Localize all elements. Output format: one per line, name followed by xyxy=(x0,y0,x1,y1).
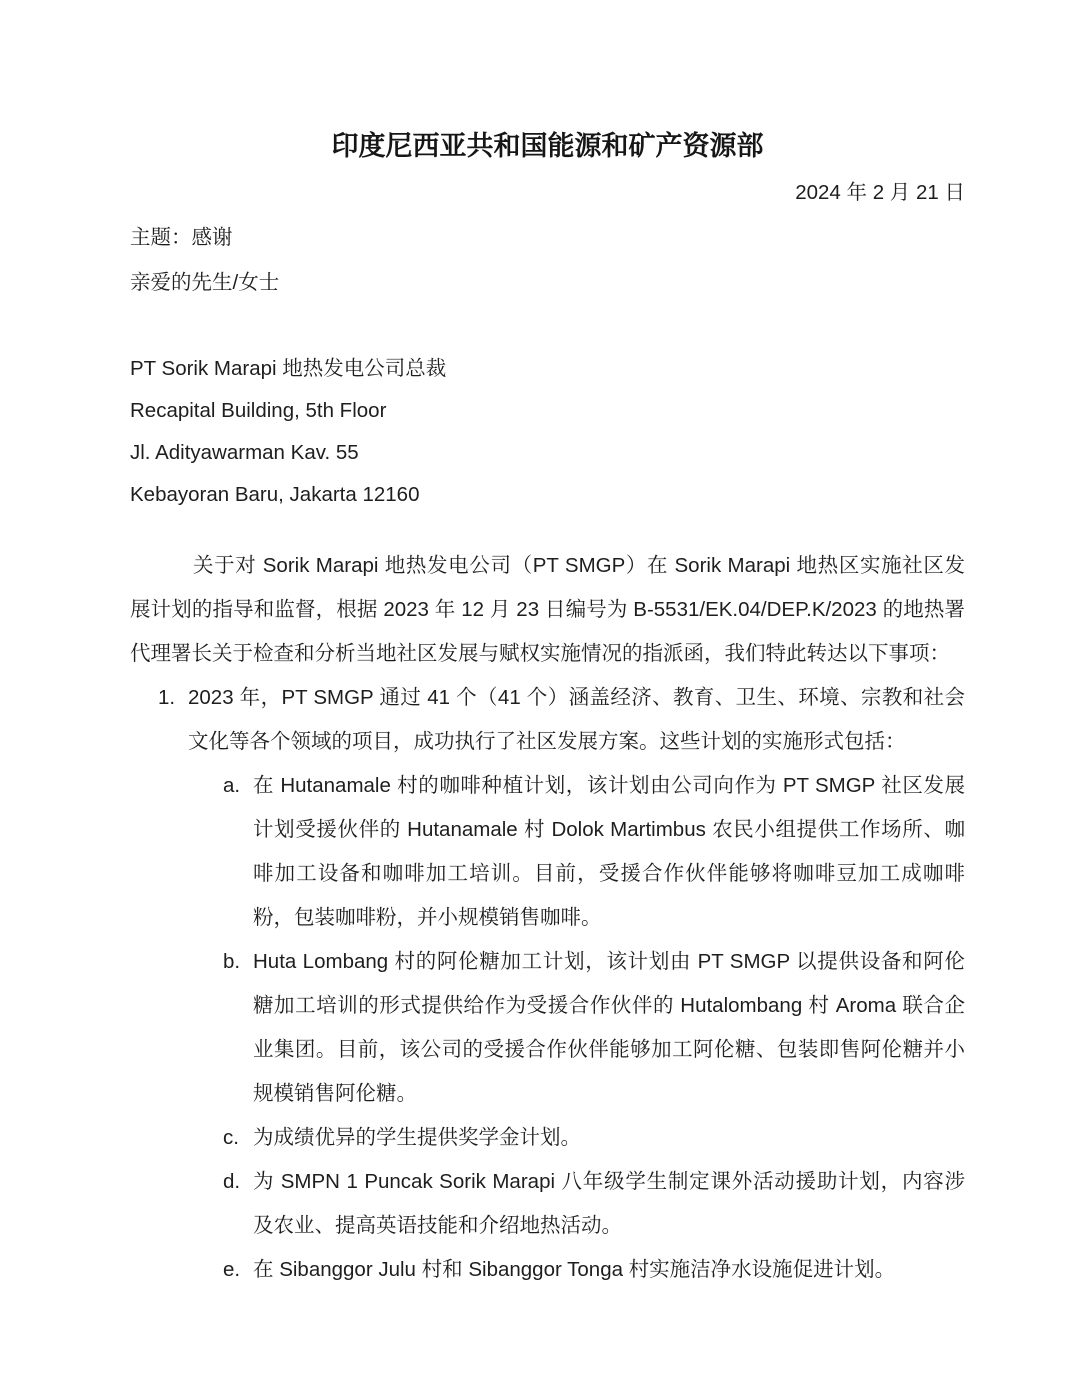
lettered-item-a xyxy=(130,764,965,940)
lettered-item-b xyxy=(130,940,965,1116)
intro-paragraph: 关于对 Sorik Marapi 地热发电公司（PT SMGP）在 Sorik Marapi 地热区实施社区发展计划的指导和监督，根据 2023 年 12 月 23 日编号为 B-5531/EK.04/DEP.K/2023 的地热署代理署长关于检查和分析当地社区发展与赋权实施情况的指派函，我们特此转达以下事项： xyxy=(130,554,965,665)
date-line: 2024 年 2 月 21 日 xyxy=(795,181,965,204)
recipient-line-city: Kebayoran Baru, Jakarta 12160 xyxy=(130,483,420,506)
salutation: 亲爱的先生/女士 xyxy=(130,271,280,294)
lettered-item-c xyxy=(130,1116,965,1160)
subject-label: 主题： xyxy=(130,226,192,249)
document-title: 印度尼西亚共和国能源和矿产资源部 xyxy=(331,131,764,161)
lettered-item-c-marker: c. xyxy=(223,1126,239,1149)
subject-line xyxy=(130,215,965,260)
lettered-item-c-text: 为成绩优异的学生提供奖学金计划。 xyxy=(253,1126,581,1149)
lettered-item-d xyxy=(130,1160,965,1248)
numbered-item-1-text: 2023 年，PT SMGP 通过 41 个（41 个）涵盖经济、教育、卫生、环境、宗教和社会文化等各个领域的项目，成功执行了社区发展方案。这些计划的实施形式包括： xyxy=(188,686,965,753)
recipient-block xyxy=(130,348,965,516)
numbered-list xyxy=(130,676,965,1292)
numbered-item-1-marker: 1. xyxy=(158,686,176,709)
recipient-line-building: Recapital Building, 5th Floor xyxy=(130,399,387,422)
lettered-item-b-marker: b. xyxy=(223,950,241,973)
lettered-item-d-text: 为 SMPN 1 Puncak Sorik Marapi 八年级学生制定课外活动援助计划，内容涉及农业、提高英语技能和介绍地热活动。 xyxy=(253,1170,965,1237)
subject-value: 感谢 xyxy=(191,226,233,249)
numbered-item-1 xyxy=(130,676,965,764)
recipient-line-street: Jl. Adityawarman Kav. 55 xyxy=(130,441,359,464)
lettered-item-e-marker: e. xyxy=(223,1258,241,1281)
lettered-item-e-text: 在 Sibanggor Julu 村和 Sibanggor Tonga 村实施洁净水设施促进计划。 xyxy=(253,1258,896,1281)
lettered-item-e xyxy=(130,1248,965,1292)
lettered-item-a-marker: a. xyxy=(223,774,241,797)
lettered-sublist xyxy=(130,764,965,1292)
lettered-item-a-text: 在 Hutanamale 村的咖啡种植计划，该计划由公司向作为 PT SMGP 社区发展计划受援伙伴的 Hutanamale 村 Dolok Martimbus 农民小组提供工作场所、咖啡加工设备和咖啡加工培训。目前，受援合作伙伴能够将咖啡豆加工成咖啡粉，包装咖啡粉，并小规模销售咖啡。 xyxy=(253,774,965,929)
lettered-item-d-marker: d. xyxy=(223,1170,241,1193)
lettered-item-b-text: Huta Lombang 村的阿伦糖加工计划，该计划由 PT SMGP 以提供设备和阿伦糖加工培训的形式提供给作为受援合作伙伴的 Hutalombang 村 Aroma 联合企业集团。目前，该公司的受援合作伙伴能够加工阿伦糖、包装即售阿伦糖并小规模销售阿伦糖。 xyxy=(253,950,965,1105)
recipient-line-company: PT Sorik Marapi 地热发电公司总裁 xyxy=(130,357,447,380)
